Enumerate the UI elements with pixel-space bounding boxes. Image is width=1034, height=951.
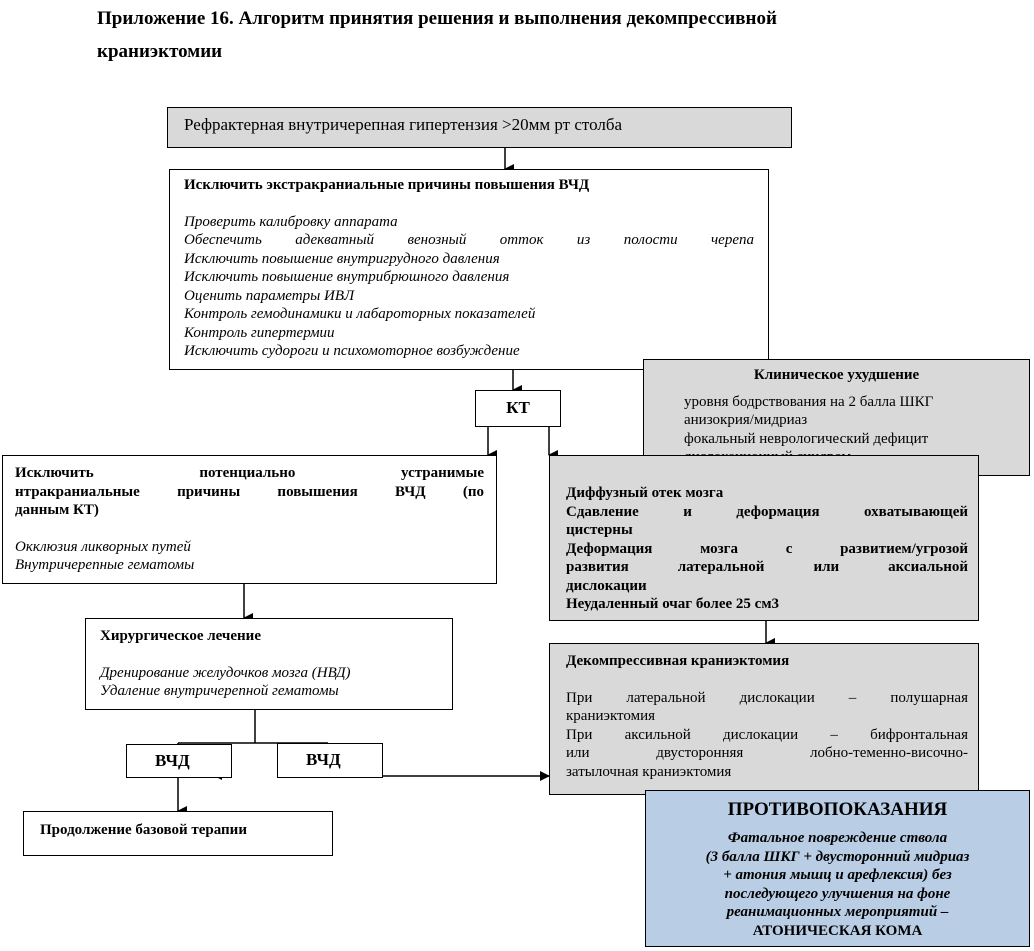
- exclude-intracranial-heading: данным КТ): [15, 502, 99, 518]
- surgical-treatment-box: [85, 618, 453, 710]
- ct-label: КТ: [506, 398, 530, 417]
- exclude-extracranial-item: Исключить судороги и психомоторное возбуждение: [184, 343, 520, 359]
- contra-line: + атония мышц и арефлексия) без: [723, 867, 952, 883]
- title-line-1: Приложение 16. Алгоритм принятия решения и выполнения декомпрессивной: [97, 8, 777, 29]
- decompressive-line: При латеральной дислокации – полушарная: [566, 689, 968, 706]
- exclude-intracranial-item: Внутричерепные гематомы: [15, 557, 195, 573]
- clinical-item: фокальный неврологический дефицит: [684, 430, 929, 447]
- exclude-extracranial-box: [169, 169, 769, 370]
- icp-up-label: ВЧД: [306, 750, 341, 769]
- icp-down-label: ВЧД: [155, 751, 190, 770]
- contra-line: Фатальное повреждение ствола: [727, 830, 948, 846]
- contra-line: последующего улучшения на фоне: [724, 885, 951, 902]
- ct-box: [475, 390, 561, 427]
- contra-heading: ПРОТИВОПОКАЗАНИЯ: [727, 799, 948, 820]
- contra-line: (3 балла ШКГ + двусторонний мидриаз: [705, 848, 970, 865]
- decompressive-heading: Декомпрессивная краниэктомия: [566, 653, 790, 669]
- diffuse-edema-box: [549, 455, 979, 621]
- icp-down-box: [126, 744, 232, 778]
- surgical-item: Дренирование желудочков мозга (НВД): [100, 664, 351, 681]
- exclude-extracranial-item: Контроль гемодинамики и лабароторных показателей: [184, 306, 536, 322]
- continue-therapy-box: [23, 811, 333, 856]
- continue-label: Продолжение базовой терапии: [40, 822, 247, 838]
- exclude-extracranial-item: Проверить калибровку аппарата: [184, 213, 398, 230]
- decompressive-line: или двусторонняя лобно-теменно-височно-: [566, 745, 968, 761]
- diffuse-line: Сдавление и деформация охватывающей: [566, 503, 968, 520]
- icp-up-box: [277, 743, 383, 778]
- decompressive-line: При аксильной дислокации – бифронтальная: [566, 726, 968, 743]
- contraindications-box: [645, 790, 1030, 947]
- diffuse-line: дислокации: [566, 577, 647, 594]
- exclude-intracranial-box: [2, 455, 497, 584]
- diffuse-line: Диффузный отек мозга: [566, 485, 724, 501]
- diffuse-line: Деформация мозга с развитием/угрозой: [566, 540, 968, 557]
- exclude-extracranial-heading: Исключить экстракраниальные причины повышения ВЧД: [184, 177, 590, 193]
- exclude-extracranial-item: Обеспечить адекватный венозный отток из полости черепа: [184, 232, 754, 248]
- decompressive-line: затылочная краниэктомия: [566, 763, 732, 780]
- exclude-extracranial-item: Исключить повышение внутригрудного давления: [184, 250, 500, 267]
- exclude-intracranial-heading: нтракраниальные причины повышения ВЧД (по: [15, 483, 484, 500]
- exclude-extracranial-item: Контроль гипертермии: [184, 324, 335, 341]
- diffuse-line: цистерны: [566, 522, 633, 538]
- clinical-heading: Клиническое ухудшение: [753, 367, 920, 383]
- refractory-box: [167, 107, 792, 148]
- surgical-heading: Хирургическое лечение: [100, 628, 261, 644]
- diffuse-line: Неудаленный очаг более 25 см3: [566, 596, 780, 612]
- exclude-intracranial-item: Окклюзия ликворных путей: [15, 538, 191, 555]
- exclude-intracranial-heading: Исключить потенциально устранимые: [15, 465, 484, 481]
- surgical-item: Удаление внутричерепной гематомы: [100, 683, 339, 699]
- exclude-extracranial-item: Исключить повышение внутрибрюшного давления: [184, 269, 510, 285]
- refractory-text: Рефрактерная внутричерепная гипертензия >20мм рт столба: [184, 115, 623, 134]
- clinical-item: анизокрия/мидриаз: [684, 412, 808, 428]
- exclude-extracranial-item: Оценить параметры ИВЛ: [184, 287, 355, 304]
- title-line-2: краниэктомии: [97, 41, 223, 62]
- clinical-item: уровня бодрствования на 2 балла ШКГ: [684, 393, 934, 410]
- decompressive-line: краниэктомия: [566, 708, 656, 724]
- contra-line: реанимационных мероприятий –: [726, 904, 949, 920]
- decompressive-craniectomy-box: [549, 643, 979, 795]
- contra-footer: АТОНИЧЕСКАЯ КОМА: [752, 922, 923, 939]
- diffuse-line: развития латеральной или аксиальной: [566, 559, 968, 575]
